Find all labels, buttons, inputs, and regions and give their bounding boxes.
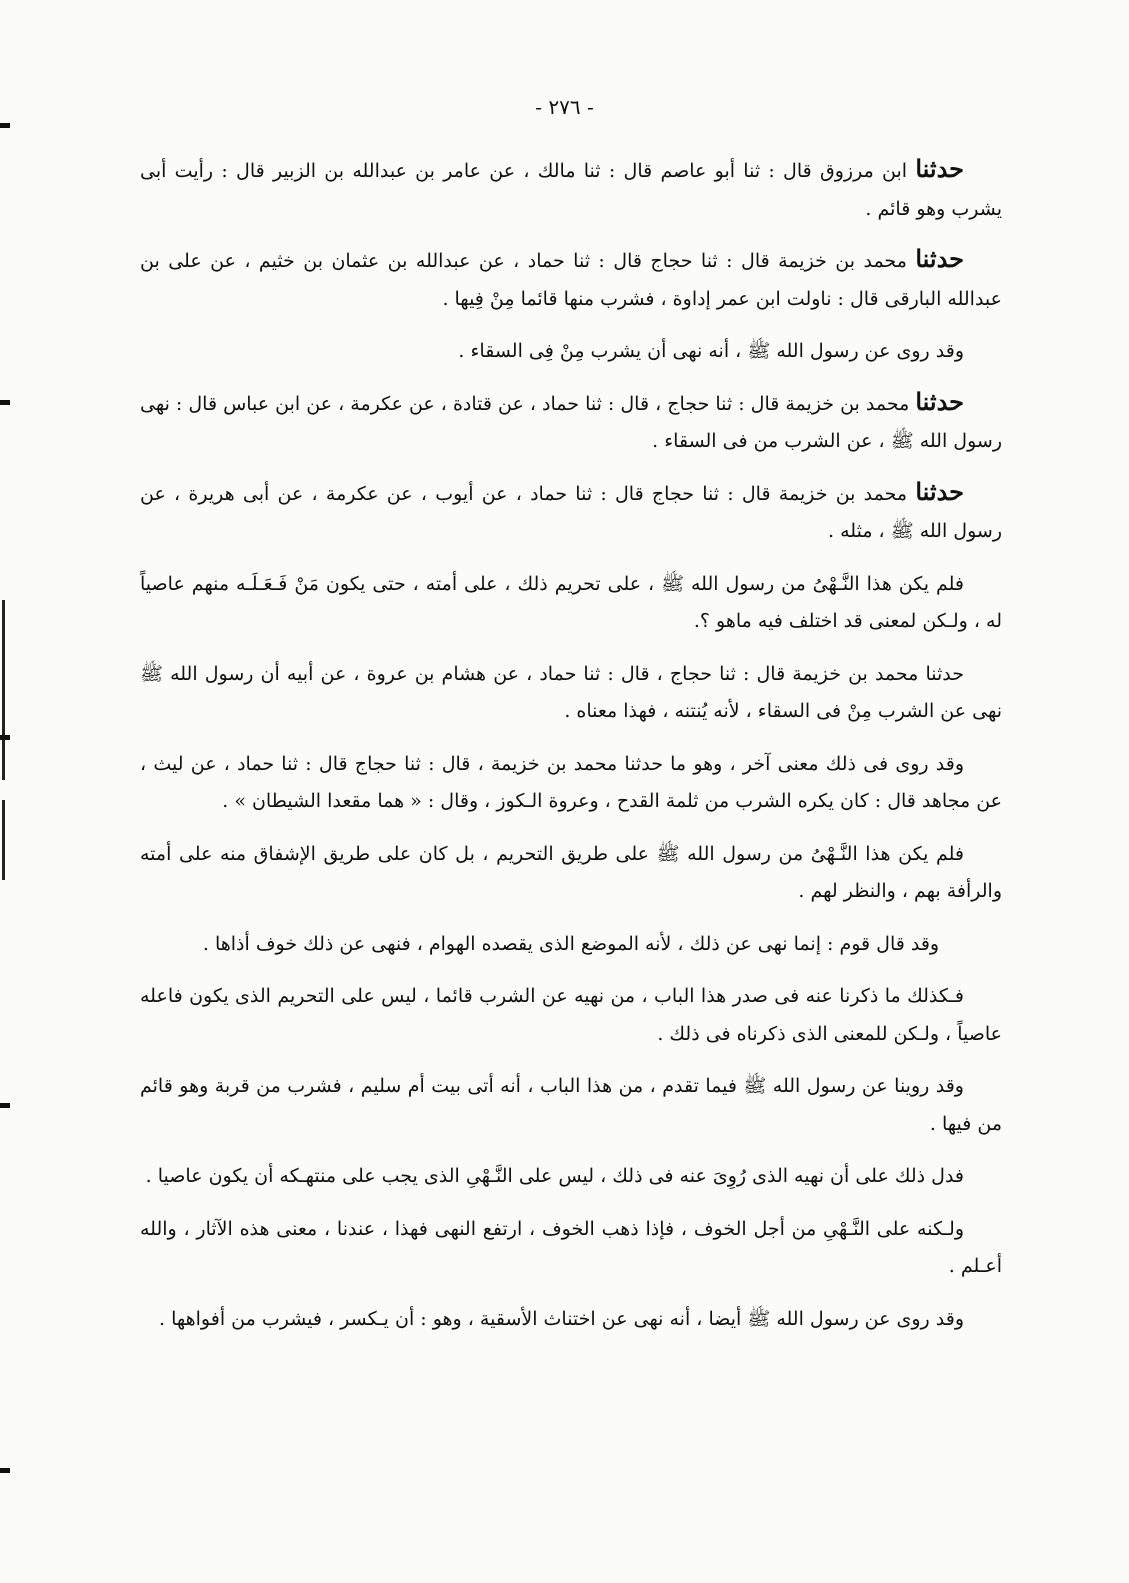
- paragraph-text: فلم يكن هذا النَّـهْىُ من رسول الله ﷺ على طريق التحريم ، بل كان على طريق الإشفاق منه على أمته والرأفة بهم ، والنظر لهم .: [140, 842, 1002, 902]
- hadith-paragraph: [140, 473, 1002, 551]
- paragraph-text: ولـكنه على النَّـهْىِ من أجل الخوف ، فإذا ذهب الخوف ، ارتفع النهى فهذا ، عندنا ، معنى هذه الآثار ، والله أعـلم .: [140, 1217, 1002, 1277]
- paragraph-text: محمد بن خزيمة قال : ثنا حجاج قال : ثنا حماد ، عن عبدالله بن عثمان بن خثيم ، عن على بن عبدالله البارقى قال : ناولت ابن عمر إداوة ، فشرب منها قائما مِنْ فِيها .: [140, 250, 1002, 310]
- commentary-paragraph: [140, 833, 1002, 911]
- commentary-paragraph: [140, 563, 1002, 641]
- paragraph-text: وقد روى فى ذلك معنى آخر ، وهو ما حدثنا محمد بن خزيمة ، قال : ثنا حجاج قال : ثنا حماد ، عن ليث ، عن مجاهد قال : كان يكره الشرب من ثلمة القدح ، وعروة الـكوز ، وقال : « هما مقعدا الشيطان » .: [140, 752, 1002, 812]
- paragraph-text: فلم يكن هذا النَّـهْىُ من رسول الله ﷺ ، على تحريم ذلك ، على أمته ، حتى يكون مَنْ فَـعَـلَـه منهم عاصياً له ، ولـكن لمعنى قد اختلف فيه ماهو ؟.: [140, 572, 1002, 632]
- commentary-paragraph: [140, 1155, 1002, 1196]
- hadith-paragraph: [140, 240, 1002, 318]
- margin-rule: [2, 800, 5, 880]
- paragraph-text: فدل ذلك على أن نهيه الذى رُوِىَ عنه فى ذلك ، ليس على النَّـهْىِ الذى يجب على منتهـكه أن يكون عاصيا .: [145, 1165, 964, 1187]
- commentary-paragraph: [140, 923, 1002, 964]
- margin-mark: [0, 123, 10, 128]
- paragraph-text: فـكذلك ما ذكرنا عنه فى صدر هذا الباب ، من نهيه عن الشرب قائما ، ليس على التحريم الذى يكون فاعله عاصياً ، ولـكن للمعنى الذى ذكرناه فى ذلك .: [140, 985, 1002, 1045]
- margin-mark: [0, 1468, 10, 1473]
- page-body: [140, 150, 1002, 1350]
- paragraph-text: وقد قال قوم : إنما نهى عن ذلك ، لأنه الموضع الذى يقصده الهوام ، فنهى عن ذلك خوف أذاها .: [202, 932, 940, 955]
- paragraph-text: محمد بن خزيمة قال : ثنا حجاج قال : ثنا حماد ، عن أيوب ، عن عكرمة ، عن أبى هريرة ، عن رسول الله ﷺ ، مثله .: [140, 482, 1002, 542]
- paragraph-text: وقد روى عن رسول الله ﷺ ، أنه نهى أن يشرب مِنْ فِى السقاء .: [458, 340, 964, 362]
- commentary-paragraph: [140, 975, 1002, 1053]
- hadith-paragraph: [140, 383, 1002, 461]
- paragraph-lead: حدثنا: [915, 154, 964, 183]
- commentary-paragraph: [140, 330, 1002, 371]
- margin-mark: [0, 400, 10, 405]
- paragraph-lead: حدثنا: [915, 244, 964, 273]
- commentary-paragraph: [140, 1208, 1002, 1286]
- hadith-paragraph: [140, 150, 1002, 228]
- paragraph-lead: حدثنا: [915, 476, 964, 506]
- commentary-paragraph: [140, 1065, 1002, 1143]
- hadith-paragraph: [140, 743, 1002, 821]
- paragraph-text: ابن مرزوق قال : ثنا أبو عاصم قال : ثنا مالك ، عن عامر بن عبدالله بن الزبير قال : رأيت أبى يشرب وهو قائم .: [140, 160, 1002, 220]
- paragraph-text: وقد روينا عن رسول الله ﷺ فيما تقدم ، من هذا الباب ، أنه أتى بيت أم سليم ، فشرب من قربة وهو قائم من فيها .: [140, 1075, 1002, 1135]
- paragraph-text: وقد روى عن رسول الله ﷺ أيضا ، أنه نهى عن اختناث الأسقية ، وهو : أن يـكسر ، فيشرب من أفواهها .: [159, 1307, 964, 1330]
- paragraph-text: محمد بن خزيمة قال : ثنا حجاج ، قال : ثنا حماد ، عن قتادة ، عن عكرمة ، عن ابن عباس قال : نهى رسول الله ﷺ ، عن الشرب من فى السقاء .: [140, 392, 1002, 452]
- page-number: - ٢٧٦ -: [535, 95, 594, 119]
- paragraph-lead: حدثنا: [915, 386, 964, 416]
- margin-mark: [0, 1103, 10, 1108]
- hadith-paragraph: [140, 653, 1002, 731]
- margin-mark: [0, 735, 10, 740]
- margin-rule: [2, 600, 5, 780]
- paragraph-text: حدثنا محمد بن خزيمة قال : ثنا حجاج ، قال : ثنا حماد ، عن هشام بن عروة ، عن أبيه أن رسول الله ﷺ نهى عن الشرب مِنْ فى السقاء ، لأنه يُنتنه ، فهذا معناه .: [140, 662, 1002, 722]
- commentary-paragraph: [140, 1298, 1002, 1339]
